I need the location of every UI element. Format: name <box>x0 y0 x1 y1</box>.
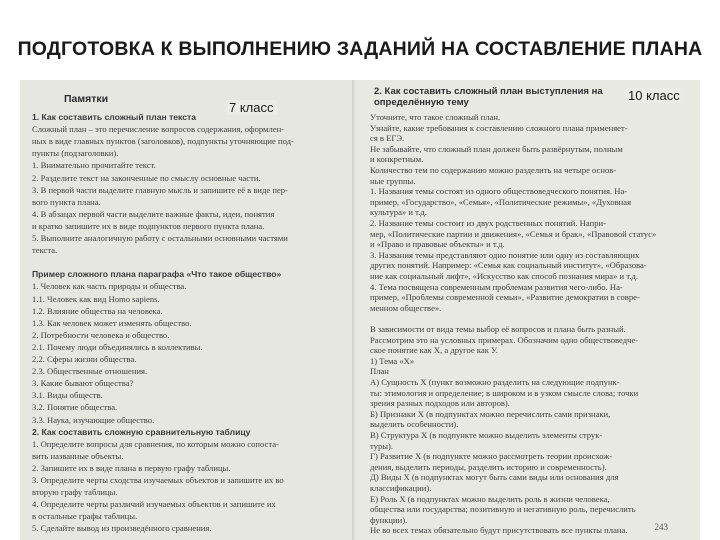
text-line: 1. Внимательно прочитайте текст. <box>32 160 156 171</box>
text-line: ское понятие как Х, а другое как У. <box>370 345 498 356</box>
text-line: Рассмотрим это на условных примерах. Обозначим одно обществоведче- <box>370 334 639 345</box>
left-textbook-page <box>20 80 358 540</box>
text-line: функции). <box>370 514 408 525</box>
text-line: 2. Запишите их в виде плана в первую графу таблицы. <box>32 462 231 473</box>
text-line: и «Право и правовые объекты» и т.д. <box>370 239 505 250</box>
text-line: 1.2. Влияние общества на человека. <box>32 305 163 316</box>
text-line: пункты (подзаголовки). <box>32 148 119 159</box>
text-line: 3. Определите черты сходства изучаемых объектов и запишите их во <box>32 475 284 485</box>
text-line: 3. Названия темы представляют одно понятие или одну из составляющих <box>370 249 640 260</box>
text-line: 1.3. Как человек может изменять общество. <box>32 317 192 328</box>
text-line: 2.2. Сферы жизни общества. <box>32 354 137 364</box>
grade-label-7: 7 класс <box>226 100 277 115</box>
grade-label-10: 10 класс <box>625 88 683 103</box>
text-line: 2.3. Общественные отношения. <box>32 366 148 377</box>
text-line: План <box>370 366 389 377</box>
text-line: 2. Разделите текст на законченные по смыслу основные части. <box>32 172 261 183</box>
text-line: 2. Потребности человека и общество. <box>32 329 170 340</box>
text-line: 2. Как составить сложную сравнительную таблицу <box>32 426 251 437</box>
text-line: Д) Виды Х (в подпунктах могут быть сами виды или основания для <box>370 472 619 483</box>
right-textbook-page <box>356 80 700 540</box>
text-line: Узнайте, какие требования к составлению сложного плана применяет- <box>370 122 628 133</box>
text-line: Г) Развитие Х (в подпункте можно рассмотреть теории происхож- <box>370 451 613 462</box>
text-line: менном обществе». <box>370 302 442 313</box>
page-title: ПОДГОТОВКА К ВЫПОЛНЕНИЮ ЗАДАНИЙ НА СОСТАВЛЕНИЕ ПЛАНА <box>17 38 703 60</box>
text-line: В) Структура Х (в подпункте можно выделить элементы струк- <box>370 430 603 440</box>
text-line: 2. Название темы состоит из двух родственных понятий. Напри- <box>370 218 606 228</box>
text-line: ся в ЕГЭ. <box>370 133 405 144</box>
text-line: 4. Тема посвящена современным проблемам развития чего-либо. На- <box>370 281 623 292</box>
text-line: 4. Определите черты различий изучаемых объектов и запишите их <box>32 499 276 510</box>
text-line: Пример сложного плана параграфа «Что такое общество» <box>32 269 282 280</box>
text-line: 3.1. Виды обществ. <box>32 390 103 401</box>
text-line: 5. Выполните аналогичную работу с остальными основными частями <box>32 233 288 243</box>
text-line: пример, «Государство», «Семья», «Политические режимы», «Духовная <box>370 196 632 207</box>
text-line: 1. Как составить сложный план текста <box>32 112 197 122</box>
text-line: вого пункта плана. <box>32 196 101 207</box>
text-line: выделить особенности). <box>370 419 459 430</box>
text-line: А) Сущность Х (пункт возможно разделить на следующие подпунк- <box>370 377 620 387</box>
text-line: Сложный план – это перечисление вопросов содержания, оформлен- <box>32 124 285 135</box>
text-line: культура» и т.д. <box>370 207 427 218</box>
text-line: классификации). <box>370 483 432 493</box>
page-number: 243 <box>654 522 668 532</box>
text-line: и кратко запишите их в виде подпунктов первого пункта плана. <box>32 220 265 231</box>
text-line: 1. Определите вопросы для сравнения, по которым можно сопоста- <box>32 438 279 449</box>
text-line: ные группы. <box>370 175 416 186</box>
text-line: вить названные объекты. <box>32 450 124 461</box>
text-line: 3. В первой части выделите главную мысль и запишите её в виде пер- <box>32 184 288 195</box>
text-line: 1. Человек как часть природы и общества. <box>32 281 187 292</box>
text-line: 3.3. Наука, изучающие общество. <box>32 414 155 425</box>
text-line: ных в виде главных пунктов (заголовков), подпункты уточняющие под- <box>32 136 294 147</box>
text-line: 4. В абзацах первой части выделите важные факты, идеи, понятия <box>32 208 275 219</box>
text-line: вторую графу таблицы. <box>32 487 118 498</box>
text-line: других понятий. Например: «Семья как социальный институт», «Образова- <box>370 260 647 271</box>
text-line: В зависимости от вида темы выбор её вопросов и плана быть разный. <box>370 324 626 334</box>
text-line: 3. Какие бывают общества? <box>32 378 134 389</box>
text-line: Не забывайте, что сложный план должен быть развёрнутым, полным <box>370 143 623 154</box>
text-line: зрения разных подходов или авторов). <box>370 398 510 409</box>
text-line: общества или государства; позитивную и негативную роль, перечислить <box>370 504 636 515</box>
text-line: Не во всех темах обязательно будут присутствовать все пункты плана. <box>370 525 628 536</box>
text-line: Е) Роль Х (в подпунктах можно выделить роль в жизни человека, <box>370 493 610 504</box>
text-line: туры). <box>370 440 394 451</box>
text-line: Уточните, что такое сложный план. <box>370 112 501 122</box>
text-line: в остальные графы таблицы. <box>32 511 138 522</box>
text-line: текста. <box>32 245 58 256</box>
right-page-heading: 2. Как составить сложный план выступления на определённую тему <box>374 86 603 108</box>
text-line: Количество тем по содержанию можно разделить на четыре основ- <box>370 165 617 175</box>
text-line: мер, «Политические партии и движения», «Семья и брак», «Правовой статус» <box>370 228 657 239</box>
text-line: дения, выделить периоды, разделить историю и современность). <box>370 461 607 472</box>
left-page-heading: Памятки <box>64 93 109 105</box>
text-line: Б) Признаки Х (в подпунктах можно перечислить сами признаки, <box>370 408 611 419</box>
text-line: 1. Названия темы состоят из одного обществоведческого понятия. На- <box>370 186 628 197</box>
text-line: 1) Тема «Х» <box>370 355 415 366</box>
text-line: 2.1. Почему люди объединялись в коллективы. <box>32 341 203 352</box>
text-line: 1.1. Человек как вид Homo sapiens. <box>32 293 160 304</box>
text-line: ты: этимология и определение; в широком и в узком смысле слова; точки <box>370 387 639 398</box>
text-line: 3.2. Понятие общества. <box>32 402 118 413</box>
text-line: 5. Сделайте вывод из произведённого сравнения. <box>32 523 212 534</box>
text-line: пример, «Проблемы современной семьи», «Развитие демократии в совре- <box>370 292 640 303</box>
text-line: и конкретным. <box>370 154 424 165</box>
text-line: ние как социальный лифт», «Искусство как способ познания мира» и т.д. <box>370 271 639 281</box>
